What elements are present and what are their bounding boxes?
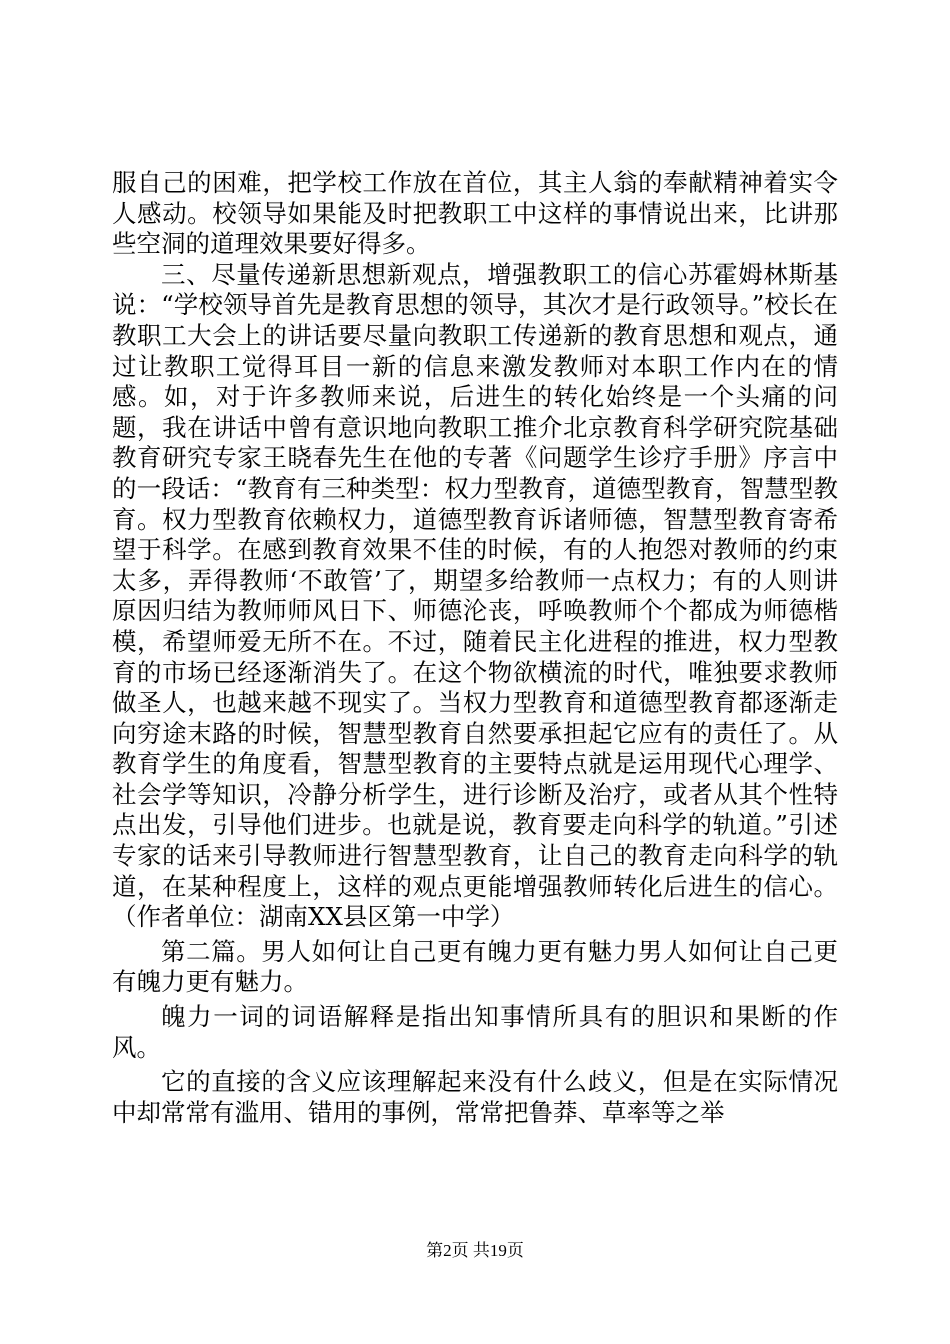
document-body: [112, 168, 838, 1128]
page-number-footer: 第2页 共19页: [426, 1241, 524, 1260]
paragraph-second-article-title: 第二篇。男人如何让自己更有魄力更有魅力男人如何让自己更有魄力更有魅力。: [112, 936, 838, 997]
paragraph-explanation: 它的直接的含义应该理解起来没有什么歧义，但是在实际情况中却常常有滥用、错用的事例，常常把鲁莽、草率等之举: [112, 1067, 838, 1127]
paragraph-continuation: 服自己的困难，把学校工作放在首位，其主人翁的奉献精神着实令人感动。校领导如果能及时把教职工中这样的事情说出来，比讲那些空洞的道理效果要好得多。: [112, 168, 838, 259]
paragraph-definition: 魄力一词的词语解释是指出知事情所具有的胆识和果断的作风。: [112, 1002, 838, 1062]
paragraph-section-three: 三、尽量传递新思想新观点，增强教职工的信心苏霍姆林斯基说：“学校领导首先是教育思想的领导，其次才是行政领导。”校长在教职工大会上的讲话要尽量向教职工传递新的教育思想和观点，通过让教职工觉得耳目一新的信息来激发教师对本职工作内在的情感。如，对于许多教师来说，后进生的转化始终是一个头痛的问题，我在讲话中曾有意识地向教职工推介北京教育科学研究院基础教育研究专家王晓春先生在他的专著《问题学生诊疗手册》序言中的一段话：“教育有三种类型：权力型教育，道德型教育，智慧型教育。权力型教育依赖权力，道德型教育诉诸师德，智慧型教育寄希望于科学。在感到教育效果不佳的时候，有的人抱怨对教师的约束太多，弄得教师‘不敢管’了，期望多给教师一点权力；有的人则讲原因归结为教师师风日下、师德沦丧，呼唤教师个个都成为师德楷模，希望师爱无所不在。不过，随着民主化进程的推进，权力型教育的市场已经逐渐消失了。在这个物欲横流的时代，唯独要求教师做圣人，也越来越不现实了。当权力型教育和道德型教育都逐渐走向穷途末路的时候，智慧型教育自然要承担起它应有的责任了。从教育学生的角度看，智慧型教育的主要特点就是运用现代心理学、社会学等知识，冷静分析学生，进行诊断及治疗，或者从其个性特点出发，引导他们进步。也就是说，教育要走向科学的轨道。”引述专家的话来引导教师进行智慧型教育，让自己的教育走向科学的轨道，在某种程度上，这样的观点更能增强教师转化后进生的信心。（作者单位：湖南XX县区第一中学）: [112, 259, 838, 932]
